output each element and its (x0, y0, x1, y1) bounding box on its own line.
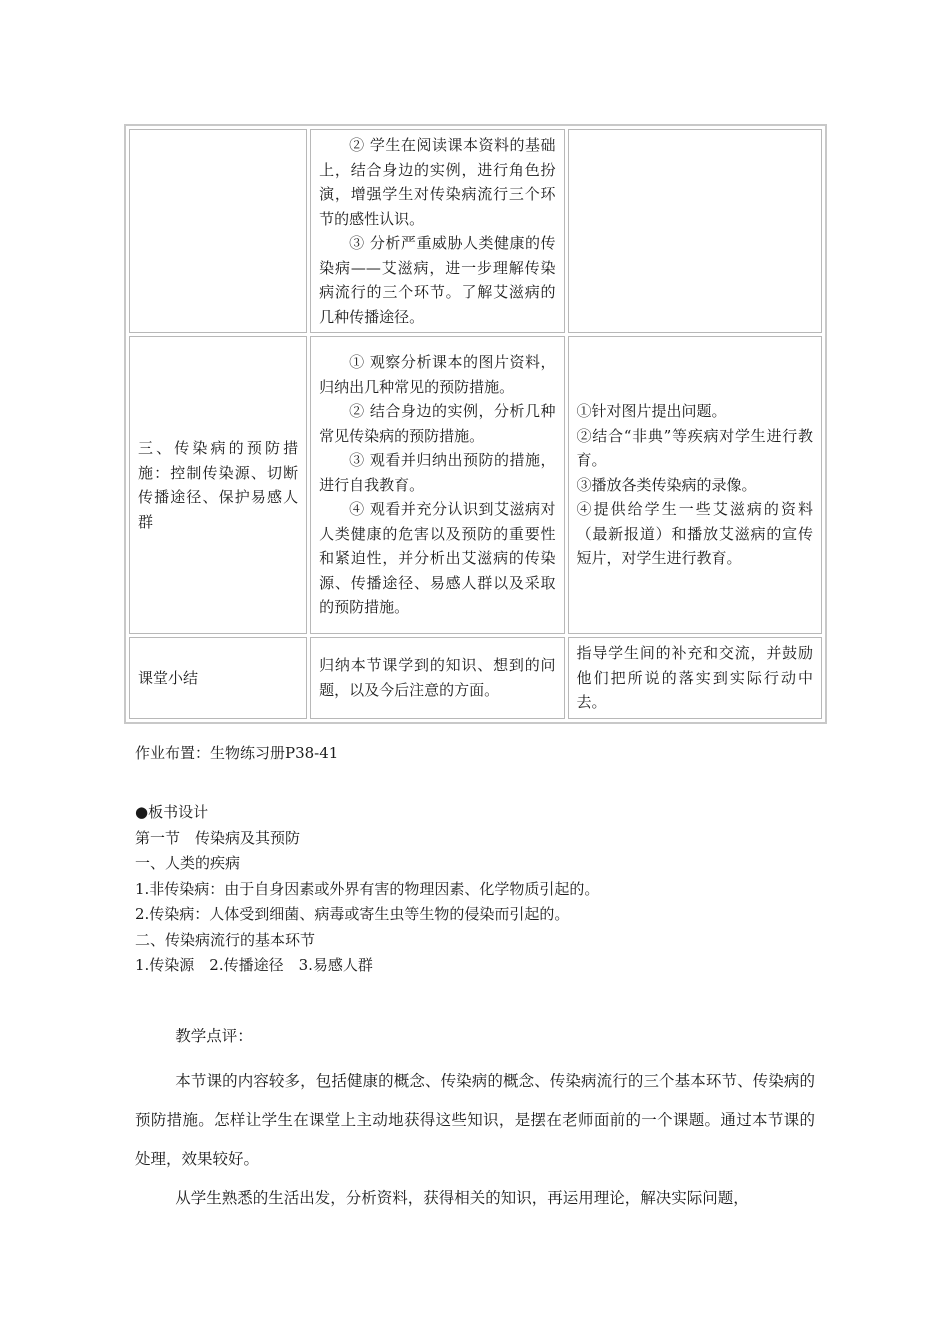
table-row (129, 129, 822, 333)
student-activity-cell (310, 129, 564, 333)
activity-paragraph: ③ 分析严重威胁人类健康的传染病——艾滋病，进一步理解传染病流行的三个环节。了解艾滋病的几种传播途径。 (319, 234, 556, 326)
review-paragraph: 从学生熟悉的生活出发，分析资料，获得相关的知识，再运用理论，解决实际问题， (175, 1189, 749, 1207)
board-part-title: 二、传染病流行的基本环节 (135, 930, 316, 949)
teacher-activity-cell: 指导学生间的补充和交流，并鼓励他们把所说的落实到实际行动中去。 (568, 637, 822, 719)
activity-paragraph: ③ 观看并归纳出预防的措施，进行自我教育。 (319, 451, 556, 494)
board-section-title: 第一节 传染病及其预防 (135, 828, 301, 847)
student-activity-cell (310, 336, 564, 634)
stage-cell: 三、传染病的预防措施：控制传染源、切断传播途径、保护易感人群 (129, 336, 307, 634)
stage-cell (129, 129, 307, 333)
teacher-activity-cell (568, 129, 822, 333)
table-row (129, 637, 822, 719)
homework-line: 作业布置：生物练习册P38-41 (135, 744, 339, 762)
table-row (129, 336, 822, 634)
activity-paragraph: ① 观察分析课本的图片资料，归纳出几种常见的预防措施。 (319, 353, 556, 396)
board-heading: ●板书设计 (135, 803, 209, 821)
board-item: 1.非传染病：由于自身因素或外界有害的物理因素、化学物质引起的。 (135, 879, 600, 898)
activity-paragraph: ② 结合身边的实例，分析几种常见传染病的预防措施。 (319, 402, 556, 445)
lesson-plan-table (124, 124, 827, 724)
student-activity-cell: 归纳本节课学到的知识、想到的问题，以及今后注意的方面。 (310, 637, 564, 719)
stage-cell: 课堂小结 (129, 637, 307, 719)
activity-paragraph: ④ 观看并充分认识到艾滋病对人类健康的危害以及预防的重要性和紧迫性，并分析出艾滋病的传染源、传播途径、易感人群以及采取的预防措施。 (319, 500, 556, 617)
board-design (135, 800, 599, 979)
teacher-item: ①针对图片提出问题。 (576, 402, 727, 421)
teacher-item: ②结合“非典”等疾病对学生进行教育。 (576, 426, 813, 470)
review-body (135, 1062, 815, 1218)
review-title: 教学点评： (175, 1027, 253, 1045)
activity-paragraph: ② 学生在阅读课本资料的基础上，结合身边的实例，进行角色扮演，增强学生对传染病流行三个环节的感性认识。 (319, 136, 556, 228)
teacher-item: ③播放各类传染病的录像。 (576, 475, 757, 494)
board-item: 2.传染病：人体受到细菌、病毒或寄生虫等生物的侵染而引起的。 (135, 905, 570, 923)
review-paragraph: 本节课的内容较多，包括健康的概念、传染病的概念、传染病流行的三个基本环节、传染病的预防措施。怎样让学生在课堂上主动地获得这些知识，是摆在老师面前的一个课题。通过本节课的处理，效果较好。 (135, 1072, 815, 1168)
board-item: 1.传染源 2.传播途径 3.易感人群 (135, 956, 373, 974)
teacher-item: ④提供给学生一些艾滋病的资料（最新报道）和播放艾滋病的宣传短片，对学生进行教育。 (576, 500, 813, 568)
board-part-title: 一、人类的疾病 (135, 854, 241, 872)
teaching-review (135, 1024, 815, 1218)
teacher-activity-cell (568, 336, 822, 634)
